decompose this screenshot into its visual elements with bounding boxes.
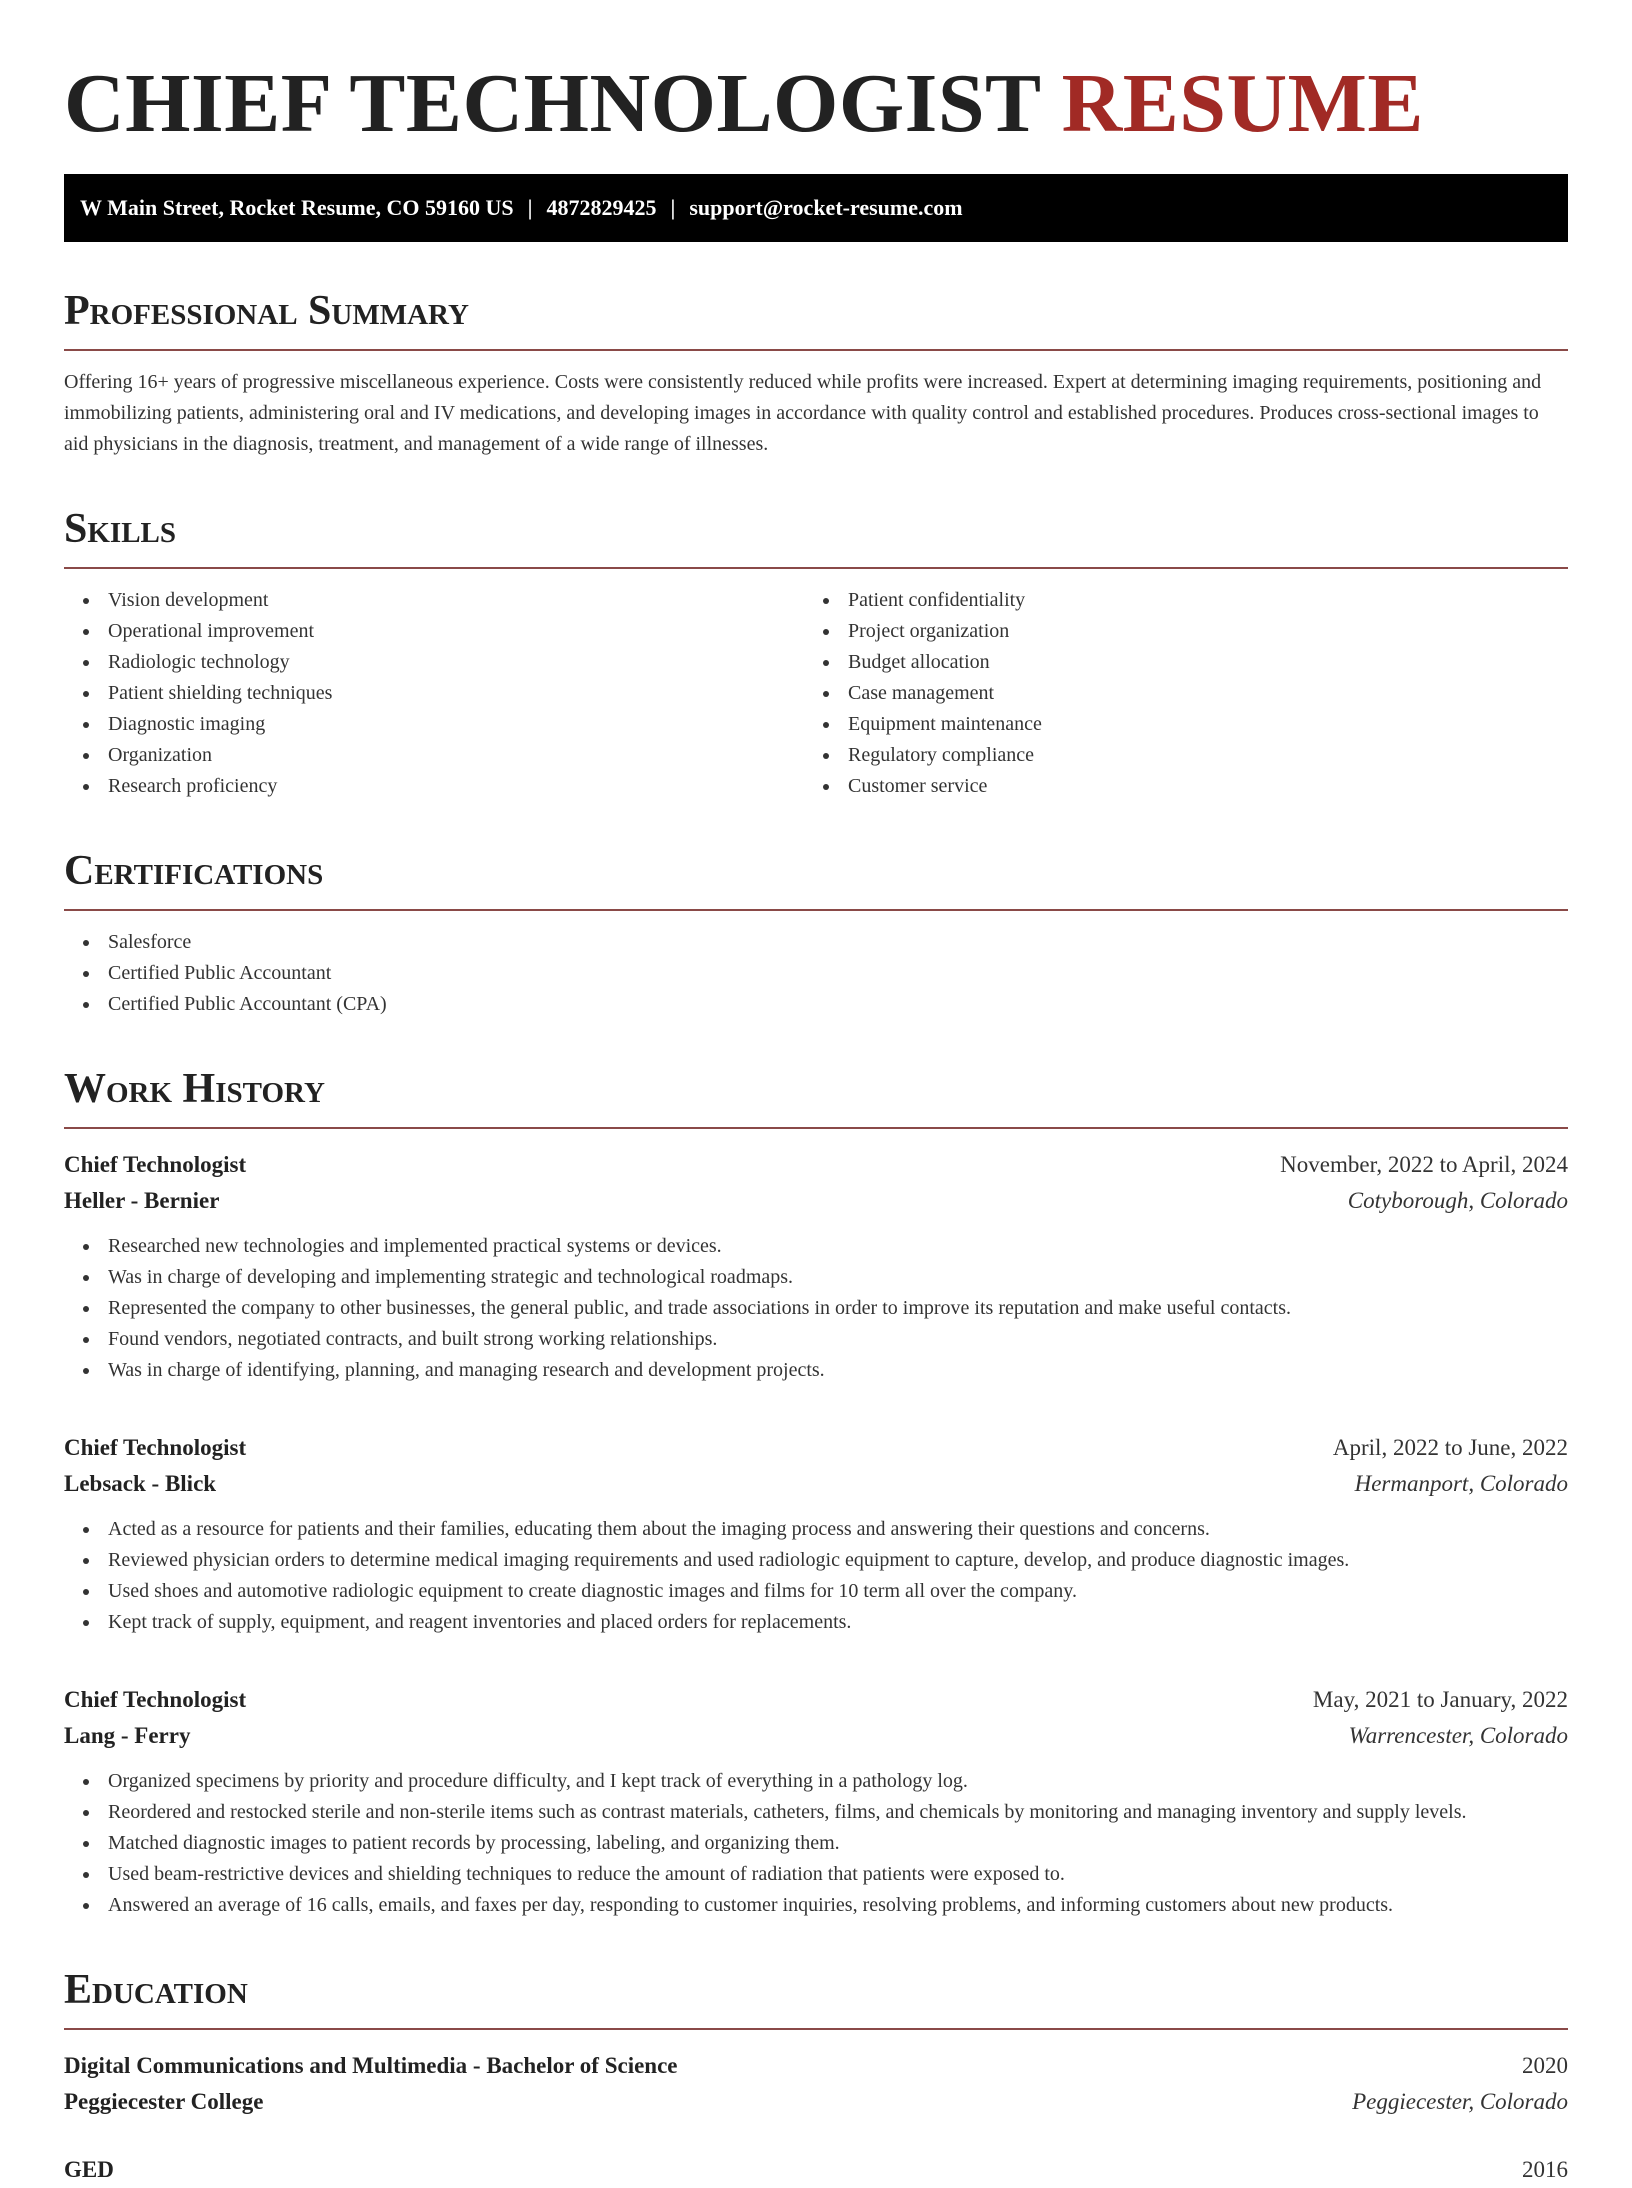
job-bullet: Represented the company to other businesses, the general public, and trade associations in order to improve its reputation and make useful contacts. xyxy=(64,1293,1568,1324)
job-header-row xyxy=(64,1147,1568,1183)
job-company: Lebsack - Blick xyxy=(64,1471,217,1496)
certification-item: Certified Public Accountant xyxy=(64,958,1568,989)
skills-column-left xyxy=(64,585,804,802)
certifications-list xyxy=(64,927,1568,1020)
education-degree-row xyxy=(64,2152,1568,2188)
certification-item: Certified Public Accountant (CPA) xyxy=(64,989,1568,1020)
contact-separator: | xyxy=(527,195,533,220)
title-accent: RESUME xyxy=(1061,57,1424,150)
education-school: Peggiecester College xyxy=(64,2089,264,2114)
job-bullet: Reordered and restocked sterile and non-sterile items such as contrast materials, catheters, films, and chemicals by monitoring and managing inventory and supply levels. xyxy=(64,1797,1568,1828)
job-bullet: Acted as a resource for patients and their families, educating them about the imaging process and answering their questions and concerns. xyxy=(64,1514,1568,1545)
job-entry xyxy=(64,1682,1568,1921)
education-entry xyxy=(64,2152,1568,2188)
summary-heading: Professional Summary xyxy=(64,286,1568,351)
job-company: Lang - Ferry xyxy=(64,1723,191,1748)
education-school-row xyxy=(64,2084,1568,2120)
title-main: CHIEF TECHNOLOGIST xyxy=(64,57,1041,150)
job-bullet: Used beam-restrictive devices and shielding techniques to reduce the amount of radiation that patients were exposed to. xyxy=(64,1859,1568,1890)
skill-item: Vision development xyxy=(64,585,804,616)
skills-column-right xyxy=(804,585,1544,802)
job-title: Chief Technologist xyxy=(64,1435,247,1460)
job-entry xyxy=(64,1147,1568,1386)
skill-item: Case management xyxy=(804,678,1544,709)
education-degree: GED xyxy=(64,2157,114,2182)
education-year: 2020 xyxy=(1522,2053,1568,2078)
job-bullets xyxy=(64,1514,1568,1638)
skills-heading: Skills xyxy=(64,504,1568,569)
job-bullet: Researched new technologies and implemented practical systems or devices. xyxy=(64,1231,1568,1262)
skill-item: Operational improvement xyxy=(64,616,804,647)
job-company: Heller - Bernier xyxy=(64,1188,220,1213)
job-bullets xyxy=(64,1231,1568,1386)
job-header-row xyxy=(64,1682,1568,1718)
education-degree: Digital Communications and Multimedia - Bachelor of Science xyxy=(64,2053,678,2078)
job-bullet: Reviewed physician orders to determine medical imaging requirements and used radiologic equipment to capture, develop, and produce diagnostic images. xyxy=(64,1545,1568,1576)
skills-section xyxy=(64,504,1568,802)
skill-item: Customer service xyxy=(804,771,1544,802)
job-company-row xyxy=(64,1718,1568,1754)
job-bullets xyxy=(64,1766,1568,1921)
work-history-heading: Work History xyxy=(64,1064,1568,1129)
education-heading: Education xyxy=(64,1965,1568,2030)
skill-item: Patient confidentiality xyxy=(804,585,1544,616)
summary-text: Offering 16+ years of progressive miscellaneous experience. Costs were consistently reduced while profits were increased. Expert at determining imaging requirements, positioning and immobilizing patients, administering oral and IV medications, and developing images in accordance with quality control and established procedures. Produces cross-sectional images to aid physicians in the diagnosis, treatment, and management of a wide range of illnesses. xyxy=(64,371,1542,455)
education-entry xyxy=(64,2048,1568,2120)
job-bullet: Organized specimens by priority and procedure difficulty, and I kept track of everything in a pathology log. xyxy=(64,1766,1568,1797)
job-location: Cotyborough, Colorado xyxy=(1347,1188,1568,1213)
job-bullet: Matched diagnostic images to patient records by processing, labeling, and organizing them. xyxy=(64,1828,1568,1859)
work-history-section xyxy=(64,1064,1568,1921)
job-bullet: Was in charge of identifying, planning, and managing research and development projects. xyxy=(64,1355,1568,1386)
job-dates: May, 2021 to January, 2022 xyxy=(1312,1687,1568,1712)
contact-bar xyxy=(64,174,1568,242)
education-year: 2016 xyxy=(1522,2157,1568,2182)
job-title: Chief Technologist xyxy=(64,1687,247,1712)
contact-email: support@rocket-resume.com xyxy=(689,195,963,220)
skill-item: Regulatory compliance xyxy=(804,740,1544,771)
skill-item: Project organization xyxy=(804,616,1544,647)
certification-item: Salesforce xyxy=(64,927,1568,958)
certifications-section xyxy=(64,846,1568,1020)
skill-item: Diagnostic imaging xyxy=(64,709,804,740)
education-section xyxy=(64,1965,1568,2188)
skill-item: Equipment maintenance xyxy=(804,709,1544,740)
job-dates: November, 2022 to April, 2024 xyxy=(1280,1152,1568,1177)
resume-title xyxy=(64,54,1568,154)
job-bullet: Answered an average of 16 calls, emails, and faxes per day, responding to customer inquiries, resolving problems, and informing customers about new products. xyxy=(64,1890,1568,1921)
job-bullet: Found vendors, negotiated contracts, and built strong working relationships. xyxy=(64,1324,1568,1355)
skill-item: Budget allocation xyxy=(804,647,1544,678)
job-entry xyxy=(64,1430,1568,1638)
job-dates: April, 2022 to June, 2022 xyxy=(1332,1435,1568,1460)
skill-item: Research proficiency xyxy=(64,771,804,802)
job-location: Warrencester, Colorado xyxy=(1348,1723,1568,1748)
job-header-row xyxy=(64,1430,1568,1466)
contact-phone: 4872829425 xyxy=(546,195,657,220)
job-bullet: Used shoes and automotive radiologic equipment to create diagnostic images and films for 10 term all over the company. xyxy=(64,1576,1568,1607)
skill-item: Organization xyxy=(64,740,804,771)
job-company-row xyxy=(64,1183,1568,1219)
skill-item: Patient shielding techniques xyxy=(64,678,804,709)
certifications-heading: Certifications xyxy=(64,846,1568,911)
job-bullet: Was in charge of developing and implementing strategic and technological roadmaps. xyxy=(64,1262,1568,1293)
job-bullet: Kept track of supply, equipment, and reagent inventories and placed orders for replacements. xyxy=(64,1607,1568,1638)
education-location: Peggiecester, Colorado xyxy=(1352,2089,1568,2114)
skills-grid xyxy=(64,585,1568,802)
skill-item: Radiologic technology xyxy=(64,647,804,678)
job-title: Chief Technologist xyxy=(64,1152,247,1177)
summary-section xyxy=(64,286,1568,460)
job-company-row xyxy=(64,1466,1568,1502)
contact-separator: | xyxy=(670,195,676,220)
education-degree-row xyxy=(64,2048,1568,2084)
contact-address: W Main Street, Rocket Resume, CO 59160 US xyxy=(80,195,514,220)
job-location: Hermanport, Colorado xyxy=(1354,1471,1568,1496)
